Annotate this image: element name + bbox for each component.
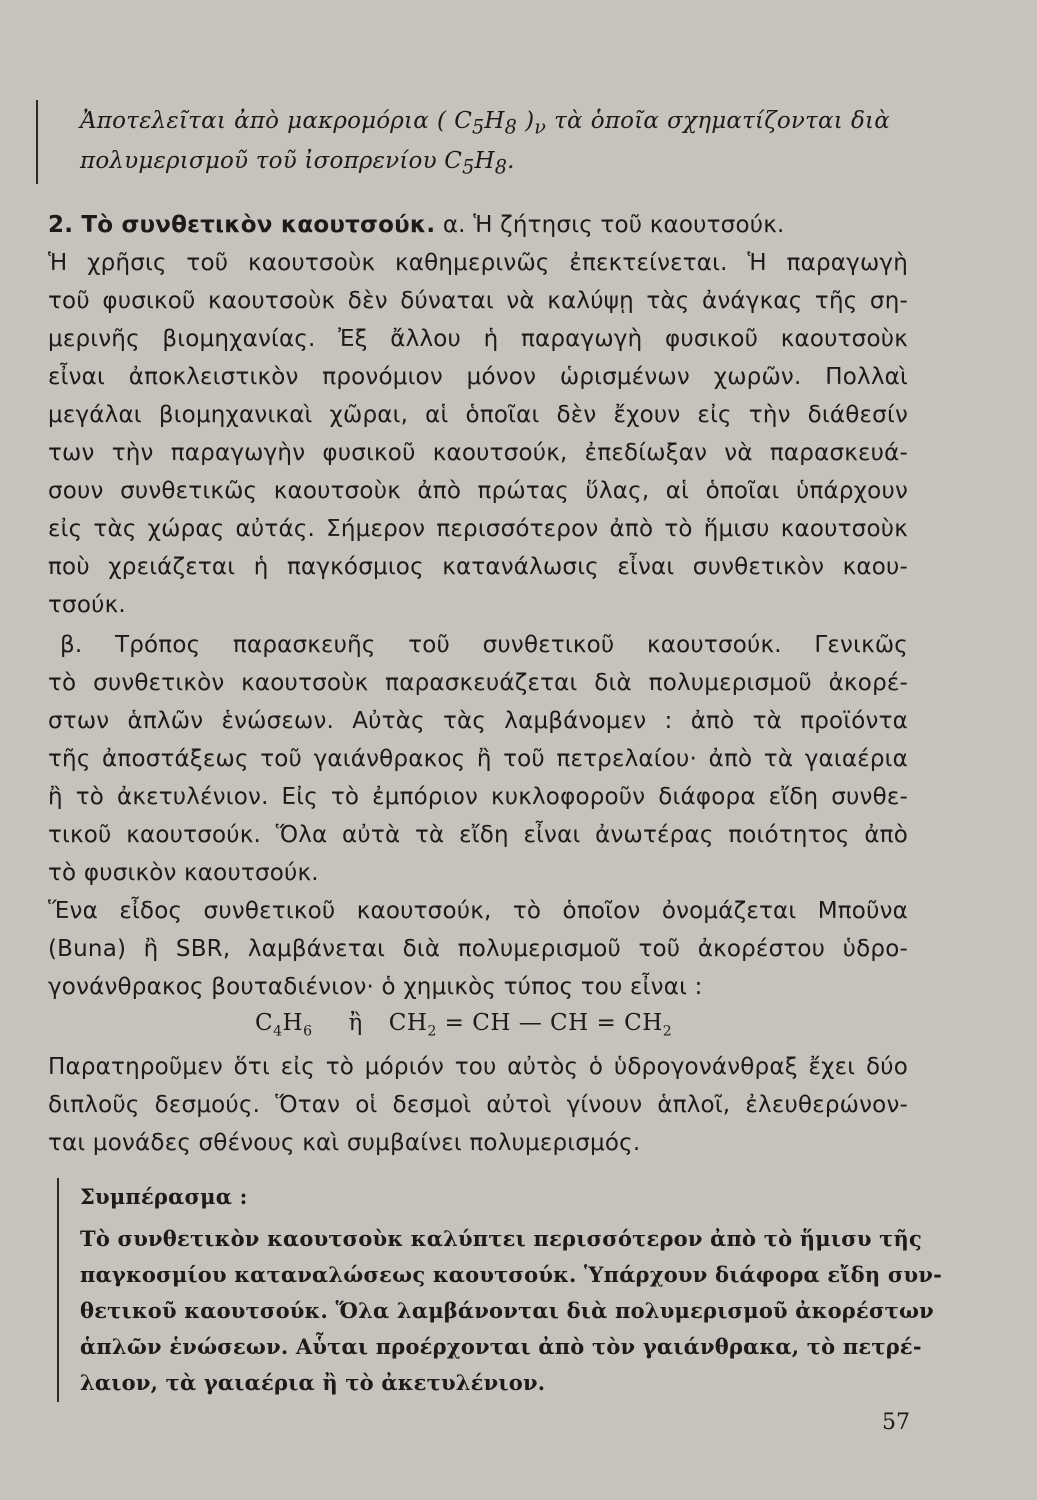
conclusion-line: ἁπλῶν ἑνώσεων. Αὗται προέρχονται ἀπὸ τὸν γαιάνθρακα, τὸ πετρέ- — [80, 1334, 922, 1359]
conclusion-line: θετικοῦ καουτσούκ. Ὅλα λαμβάνονται διὰ πολυμερισμοῦ ἀκορέστων — [80, 1298, 934, 1323]
conclusion-line: Τὸ συνθετικὸν καουτσοὺκ καλύπτει περισσότερον ἀπὸ τὸ ἥμισυ τῆς — [80, 1226, 922, 1251]
subsection-a-heading: α. Ἡ ζήτησις τοῦ καουτσούκ. — [442, 212, 785, 238]
section2-line: μεγάλαι βιομηχανικαὶ χῶραι, αἱ ὁποῖαι δὲν ἔχουν εἰς τὴν διάθεσίν — [48, 402, 908, 428]
section-heading-line — [48, 208, 908, 242]
section-b-line: Ἕνα εἶδος συνθετικοῦ καουτσούκ, τὸ ὁποῖον ὀνομάζεται Μποῦνα — [48, 898, 908, 924]
section2-line: εἰς τὰς χώρας αὐτάς. Σήμερον περισσότερον ἀπὸ τὸ ἥμισυ καουτσοὺκ — [48, 516, 908, 542]
section2-line: τοῦ φυσικοῦ καουτσοὺκ δὲν δύναται νὰ καλύψῃ τὰς ἀνάγκας τῆς ση- — [48, 288, 908, 314]
section-b-line: τὸ φυσικὸν καουτσούκ. — [48, 860, 319, 886]
section2-line: εἶναι ἀποκλειστικὸν προνόμιον μόνον ὡρισμένων χωρῶν. Πολλαὶ — [48, 364, 908, 390]
subsection-b-heading: β. Τρόπος παρασκευῆς τοῦ συνθετικοῦ καουτσούκ. — [60, 632, 782, 658]
intro-line-2: πολυμερισμοῦ τοῦ ἰσοπρενίου $C_5H_8$. — [80, 148, 515, 179]
section-b-line: τῆς ἀποστάξεως τοῦ γαιάνθρακος ἢ τοῦ πετρελαίου· ἀπὸ τὰ γαιαέρια — [48, 746, 908, 772]
conclusion-title: Συμπέρασμα : — [80, 1184, 248, 1209]
section-b-line: γονάνθρακος βουταδιένιον· ὁ χημικὸς τύπος του εἶναι : — [48, 974, 703, 1000]
conclusion-side-rule — [57, 1178, 59, 1402]
after-formula-line: ται μονάδες σθένους καὶ συμβαίνει πολυμερισμός. — [48, 1130, 641, 1156]
after-formula-line: Παρατηροῦμεν ὅτι εἰς τὸ μόριόν του αὐτὸς ὁ ὑδρογονάνθραξ ἔχει δύο — [48, 1054, 908, 1080]
section-b-line: ἢ τὸ ἀκετυλένιον. Εἰς τὸ ἐμπόριον κυκλοφοροῦν διάφορα εἴδη συνθε- — [48, 784, 908, 810]
section2-line: Ἡ χρῆσις τοῦ καουτσοὺκ καθημερινῶς ἐπεκτείνεται. Ἡ παραγωγὴ — [48, 250, 908, 276]
subsection-b-heading-line: β. Τρόπος παρασκευῆς τοῦ συνθετικοῦ καουτσούκ. Γενικῶς — [60, 632, 908, 658]
section2-line: ποὺ χρειάζεται ἡ παγκόσμιος κατανάλωσις εἶναι συνθετικὸν καου- — [48, 554, 908, 580]
intro-side-rule — [36, 100, 38, 184]
conclusion-line: παγκοσμίου καταναλώσεως καουτσούκ. Ὑπάρχουν διάφορα εἴδη συν- — [80, 1262, 943, 1287]
section-b-line: στων ἁπλῶν ἑνώσεων. Αὐτὰς τὰς λαμβάνομεν : ἀπὸ τὰ προϊόντα — [48, 708, 908, 734]
section-b-line: (Buna) ἢ SBR, λαμβάνεται διὰ πολυμερισμοῦ τοῦ ἀκορέστου ὑδρο- — [48, 936, 908, 962]
section2-line: μερινῆς βιομηχανίας. Ἐξ ἄλλου ἡ παραγωγὴ φυσικοῦ καουτσοὺκ — [48, 326, 908, 352]
section-b-line: τικοῦ καουτσούκ. Ὅλα αὐτὰ τὰ εἴδη εἶναι ἀνωτέρας ποιότητος ἀπὸ — [48, 822, 908, 848]
section2-line: τσούκ. — [48, 592, 126, 618]
section2-line: σουν συνθετικῶς καουτσοὺκ ἀπὸ πρώτας ὕλας, αἱ ὁποῖαι ὑπάρχουν — [48, 478, 908, 504]
section2-line: των τὴν παραγωγὴν φυσικοῦ καουτσούκ, ἐπεδίωξαν νὰ παρασκευά- — [48, 440, 908, 466]
intro-line-1: Ἀποτελεῖται ἀπὸ μακρομόρια ( $C_5H_8$ )$_\nu$ τὰ ὁποῖα σχηματίζονται διὰ — [80, 108, 891, 139]
conclusion-line: λαιον, τὰ γαιαέρια ἢ τὸ ἀκετυλένιον. — [80, 1370, 546, 1395]
section-heading: 2. Τὸ συνθετικὸν καουτσούκ. — [48, 212, 436, 238]
page-number: 57 — [882, 1410, 910, 1435]
after-formula-line: διπλοῦς δεσμούς. Ὅταν οἱ δεσμοὶ αὐτοὶ γίνουν ἁπλοῖ, ἐλευθερώνον- — [48, 1092, 908, 1118]
section-b-line: τὸ συνθετικὸν καουτσοὺκ παρασκευάζεται διὰ πολυμερισμοῦ ἀκορέ- — [48, 670, 908, 696]
butadiene-formula: $C_4H_6$ ἢ $CH_2$ = CH — CH = $CH_2$ — [255, 1010, 673, 1040]
